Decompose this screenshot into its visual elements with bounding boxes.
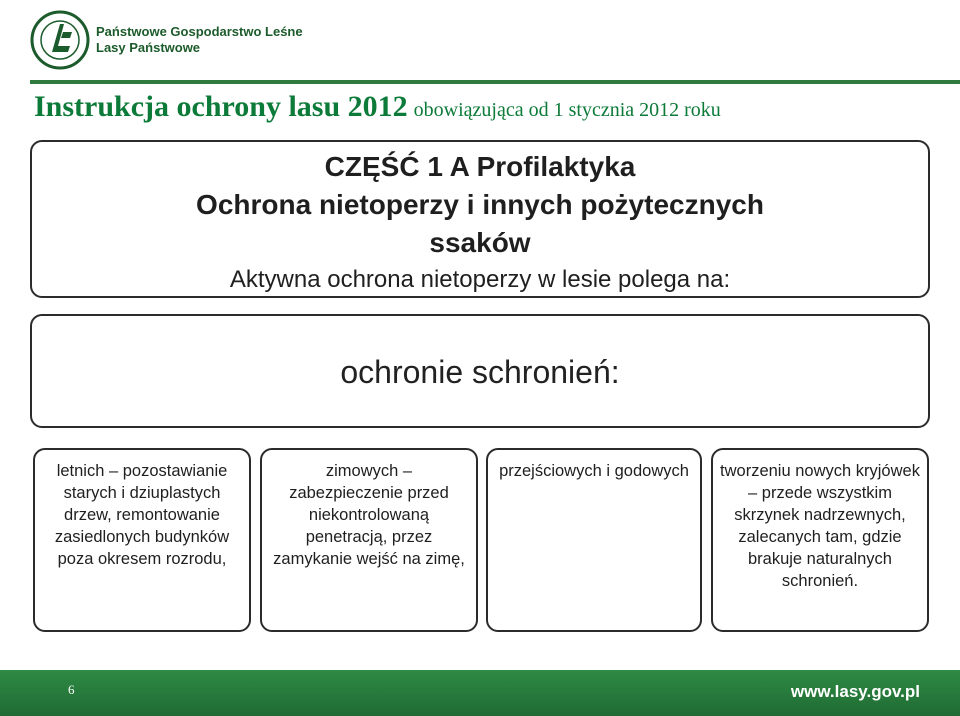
section-lead: Aktywna ochrona nietoperzy w lesie polega na: [229,266,731,293]
section-subtitle-2: ssaków [429,227,531,258]
page-title [34,90,721,124]
title-sub: obowiązująca od 1 stycznia 2012 roku [413,99,721,121]
section-subtitle-1: Ochrona nietoperzy i innych pożytecznych [196,189,764,220]
page-number: 6 [68,682,75,697]
title-main: Instrukcja ochrony lasu 2012 [34,90,408,123]
lasy-logo [30,10,90,70]
footer-bar [0,670,960,716]
column-summer-text: letnich – pozostawianie starych i dziuplastych drzew, remontowanie zasiedlonych budynków poza okresem rozrodu, [54,462,230,568]
org-line-1: Państwowe Gospodarstwo Leśne [96,24,303,39]
org-line-2: Lasy Państwowe [96,40,201,55]
section-header-box [30,140,930,298]
footer-url[interactable]: www.lasy.gov.pl [790,682,920,701]
tree-emblem-icon [30,10,90,70]
column-transitional-text: przejściowych i godowych [499,462,689,480]
column-new-shelters-text: tworzeniu nowych kryjówek – przede wszystkim skrzynek nadrzewnych, zalecanych tam, gdzie brakuje naturalnych schronień. [720,462,920,590]
section-title: CZĘŚĆ 1 A Profilaktyka [324,151,636,182]
column-transitional [486,448,702,632]
organization-name [96,24,303,56]
column-summer [33,448,251,632]
column-new-shelters [711,448,929,632]
column-winter [260,448,478,632]
column-winter-text: zimowych – zabezpieczenie przed niekontrolowaną penetracją, przez zamykanie wejść na zimę, [273,462,465,568]
shelter-protection-box [30,314,930,428]
shelter-protection-text: ochronie schronień: [340,354,620,390]
header-divider [30,80,960,84]
